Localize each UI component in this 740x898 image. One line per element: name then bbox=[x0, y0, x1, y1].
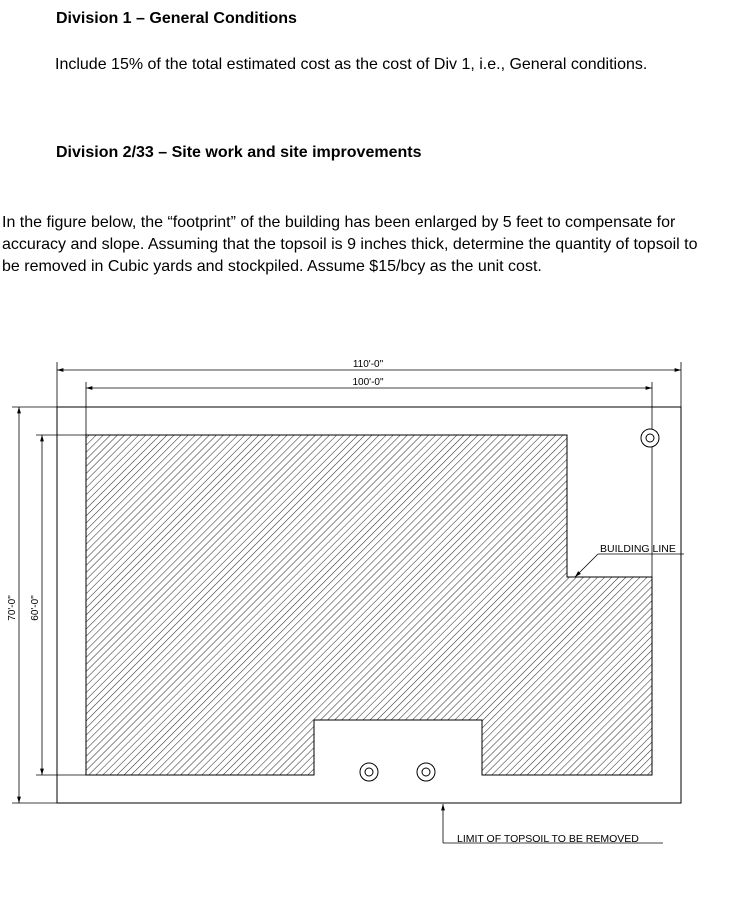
site-plan-figure bbox=[0, 340, 740, 870]
building-footprint bbox=[86, 435, 652, 775]
division1-text: Include 15% of the total estimated cost as the cost of Div 1, i.e., General conditions. bbox=[55, 56, 648, 73]
limit-topsoil-label: LIMIT OF TOPSOIL TO BE REMOVED bbox=[457, 833, 639, 845]
dimension-outer-height-label: 70'-0" bbox=[7, 595, 18, 621]
manhole-symbol-bottom-left bbox=[360, 763, 378, 781]
dimension-inner-height bbox=[30, 435, 86, 775]
manhole-symbol-top-right bbox=[641, 429, 659, 447]
division2-heading: Division 2/33 – Site work and site improvements bbox=[56, 144, 422, 161]
dimension-outer-width-label: 110'-0" bbox=[352, 359, 384, 370]
manhole-symbol-bottom-right bbox=[417, 763, 435, 781]
division1-heading: Division 1 – General Conditions bbox=[56, 10, 297, 27]
dimension-inner-width-label: 100'-0" bbox=[352, 377, 384, 388]
dimension-inner-height-label: 60'-0" bbox=[30, 595, 41, 621]
building-line-callout bbox=[575, 543, 684, 577]
building-line-label: BUILDING LINE bbox=[600, 543, 676, 555]
division2-text: In the figure below, the “footprint” of the building has been enlarged by 5 feet to compensate for accuracy and slope. Assuming that the topsoil is 9 inches thick, determine the quantity of topsoil to be removed in Cubic yards and stockpiled. Assume $15/bcy as the unit cost. bbox=[2, 214, 698, 275]
limit-topsoil-callout bbox=[443, 804, 663, 845]
